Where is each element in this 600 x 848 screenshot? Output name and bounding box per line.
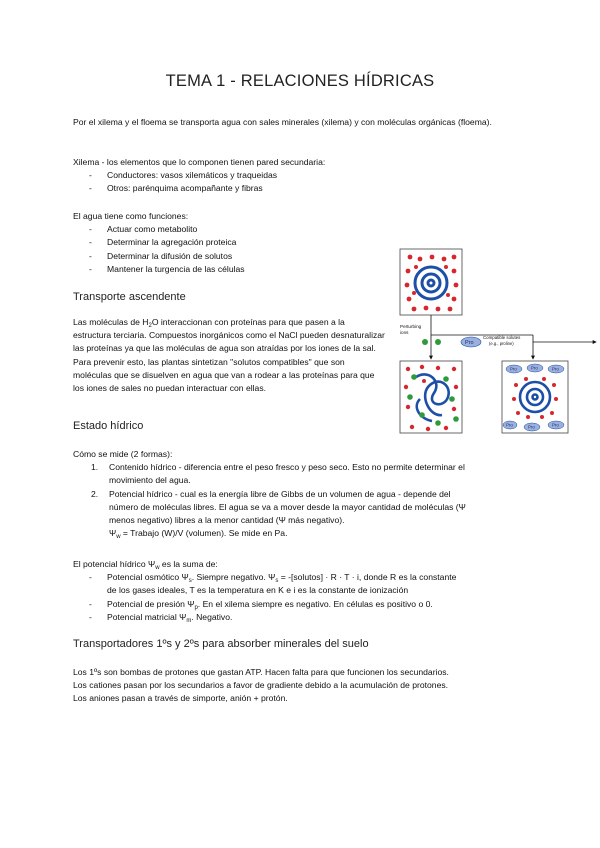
list-item: 2. Potencial hídrico - cual es la energía libre de Gibbs de un volumen de agua - depende del número de moléculas libres. El agua se va a mover desde la mayor cantidad de moléculas (Ψ menos negativo) libres a la menor cantidad (Ψ más negativo). $\Psi_w$ = Trabajo (W)/V (volumen). Se mide en Pa. bbox=[91, 488, 466, 541]
protein-solute-diagram bbox=[398, 247, 598, 437]
compatible-example-label: (e.g., proline) bbox=[489, 341, 514, 346]
list-item: - Determinar la agregación proteica bbox=[89, 237, 237, 248]
svg-text:Pro: Pro bbox=[510, 366, 517, 372]
potencial-block bbox=[73, 558, 543, 624]
list-item: - Potencial matricial $\Psi_m$. Negativo. bbox=[89, 611, 233, 624]
xilema-list bbox=[73, 156, 533, 196]
svg-text:Pro: Pro bbox=[531, 365, 538, 371]
potencial-lead: El potencial hídrico $\Psi_w$ es la suma de: bbox=[73, 559, 218, 571]
transporte-paragraph: Las moléculas de $H_2O$ interaccionan con proteínas para que pasen a la estructura terciaria. Compuestos inorgánicos como el NaCl pueden desnaturalizar las proteínas ya que las moléculas de agua son atraídas por los iones de la sal. Para prevenir esto, las plantas sintetizan "solutos compatibles" que son moléculas que se disuelven en agua que van a rodear a las proteínas para que los iones de sales no puedan interactuar con ellas. bbox=[73, 317, 385, 394]
section-heading-transportadores: Transportadores 1ºs y 2ºs para absorber minerales del suelo bbox=[73, 638, 369, 650]
ion-icon bbox=[422, 339, 428, 345]
list-item: - Otros: parénquima acompañante y fibras bbox=[89, 183, 263, 194]
ions-label: ions bbox=[400, 330, 409, 335]
list-item: - Actuar como metabolito bbox=[89, 224, 198, 235]
intro-paragraph: Por el xilema y el floema se transporta agua con sales minerales (xilema) y con moléculas orgánicas (floema). bbox=[73, 117, 492, 127]
list-item: - Potencial osmótico $\Psi_s$. Siempre negativo. $\Psi_s$ = -[solutos] · R · T · i, donde R es la constante de los gases ideales, T es la temperatura en K e i es la constante de ionización bbox=[89, 572, 457, 596]
pro-label: Pro bbox=[465, 340, 474, 346]
transportadores-paragraph: Los 1ºs son bombas de protones que gastan ATP. Hacen falta para que funcionen los secundarios. Los cationes pasan por los secundarios a favor de gradiente debido a la acumulación de protones. Los aniones pasan a través de simporte, anión + protón. bbox=[73, 667, 449, 704]
list-item: - Potencial de presión $\Psi_p$. En el xilema siempre es negativo. En células es positivo o 0. bbox=[89, 598, 433, 611]
page-title: TEMA 1 - RELACIONES HÍDRICAS bbox=[165, 72, 435, 90]
svg-text:Pro: Pro bbox=[552, 422, 559, 428]
compatible-solutes-label: Compatible solutes bbox=[483, 335, 521, 340]
section-heading-transporte: Transporte ascendente bbox=[73, 291, 186, 303]
svg-text:Pro: Pro bbox=[528, 424, 535, 430]
list-item: 1. Contenido hídrico - diferencia entre el peso fresco y peso seco. Esto no permite determinar el movimiento del agua. bbox=[91, 462, 465, 486]
svg-text:Pro: Pro bbox=[552, 366, 559, 372]
funciones-lead: El agua tiene como funciones: bbox=[73, 211, 189, 221]
svg-text:Pro: Pro bbox=[506, 422, 513, 428]
ion-icon bbox=[435, 339, 441, 345]
perturbing-label: Perturbing bbox=[400, 324, 422, 329]
list-item: - Conductores: vasos xilemáticos y traqueidas bbox=[89, 170, 278, 181]
list-item: - Determinar la difusión de solutos bbox=[89, 250, 233, 261]
xilema-lead: Xilema - los elementos que lo componen tienen pared secundaria: bbox=[73, 157, 326, 167]
section-heading-estado: Estado hídrico bbox=[73, 420, 144, 432]
list-item: - Mantener la turgencia de las células bbox=[89, 263, 245, 274]
estado-block bbox=[73, 448, 543, 540]
estado-lead: Cómo se mide (2 formas): bbox=[73, 449, 173, 459]
funciones-list bbox=[73, 210, 373, 276]
